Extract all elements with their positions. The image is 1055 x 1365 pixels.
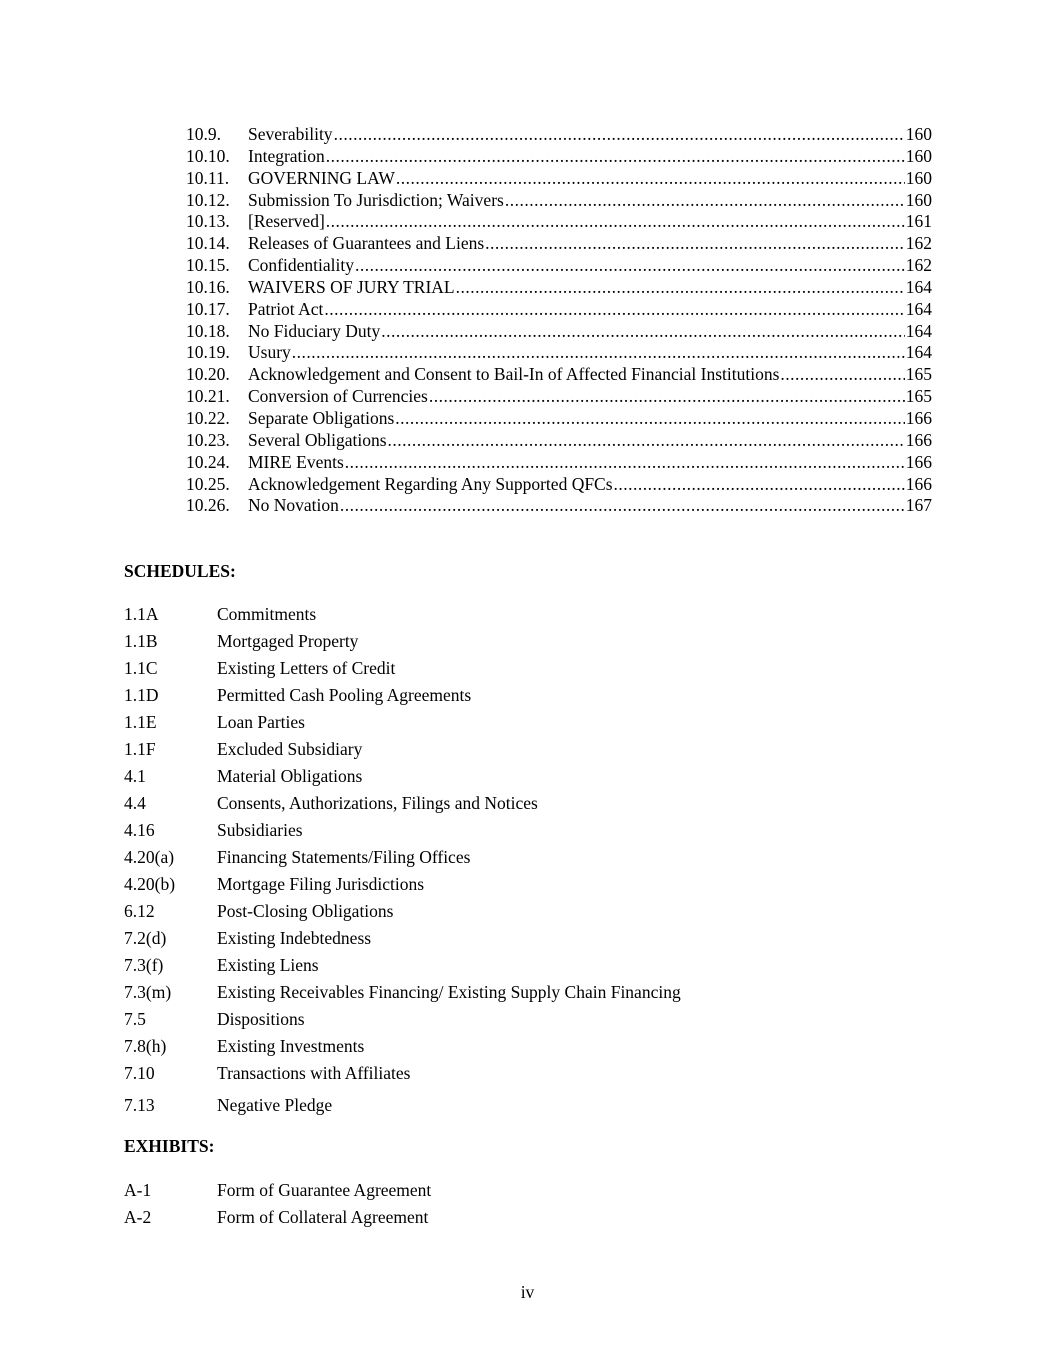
- schedule-code: 1.1D: [124, 685, 159, 705]
- dot-leader: [485, 233, 905, 255]
- toc-entry-title: No Fiduciary Duty: [248, 320, 381, 341]
- toc-entry[interactable]: [186, 452, 932, 474]
- schedule-code: 6.12: [124, 901, 155, 921]
- toc-entry[interactable]: [186, 168, 932, 190]
- toc-entry-page: 165: [905, 364, 932, 385]
- exhibit-title: Form of Guarantee Agreement: [217, 1180, 432, 1200]
- schedule-code: 4.20(b): [124, 874, 176, 894]
- schedule-title: Existing Liens: [217, 955, 319, 975]
- dot-leader: [614, 474, 905, 496]
- toc-entry-title: WAIVERS OF JURY TRIAL: [248, 276, 455, 297]
- toc-entry-page: 165: [905, 386, 932, 407]
- schedule-item: [124, 763, 681, 790]
- toc-entry-number: 10.19.: [186, 342, 230, 363]
- toc-entry-title: Confidentiality: [248, 255, 354, 276]
- toc-entry[interactable]: [186, 299, 932, 321]
- toc-entry-title: Integration: [248, 145, 325, 166]
- dot-leader: [292, 342, 905, 364]
- exhibit-item: [124, 1204, 431, 1231]
- toc-entry-page: 161: [905, 211, 932, 232]
- toc-entry[interactable]: [186, 211, 932, 233]
- exhibit-code: A-1: [124, 1180, 152, 1200]
- toc-entry-page: 160: [905, 145, 932, 166]
- page-number: iv: [520, 1282, 535, 1302]
- schedule-item: [124, 1092, 681, 1119]
- toc-entry-number: 10.15.: [186, 255, 230, 276]
- toc-entry-title: Severability: [248, 124, 333, 144]
- toc-entry-title: Conversion of Currencies: [248, 386, 428, 407]
- toc-entry-number: 10.24.: [186, 451, 230, 472]
- toc-entry-page: 167: [905, 495, 932, 516]
- schedule-item: [124, 1060, 681, 1087]
- dot-leader: [505, 190, 905, 212]
- toc-entry-number: 10.20.: [186, 364, 230, 385]
- schedule-item: [124, 952, 681, 979]
- toc-entry-title: Acknowledgement Regarding Any Supported QFCs: [248, 473, 613, 494]
- schedule-title: Dispositions: [217, 1009, 305, 1029]
- dot-leader: [388, 430, 905, 452]
- schedule-title: Existing Receivables Financing/ Existing Supply Chain Financing: [217, 982, 681, 1002]
- schedule-code: 1.1B: [124, 631, 158, 651]
- schedule-code: 4.4: [124, 793, 146, 813]
- toc-entry-title: MIRE Events: [248, 451, 344, 472]
- toc-entry-page: 166: [905, 429, 932, 450]
- schedule-item: [124, 898, 681, 925]
- dot-leader: [396, 168, 905, 190]
- toc-entry[interactable]: [186, 190, 932, 212]
- toc-entry[interactable]: [186, 277, 932, 299]
- toc-entry-title: Usury: [248, 342, 291, 363]
- schedule-item: [124, 1033, 681, 1060]
- schedule-item: [124, 844, 681, 871]
- toc-entry-number: 10.10.: [186, 145, 230, 166]
- dot-leader: [429, 386, 905, 408]
- toc-entry-number: 10.12.: [186, 189, 230, 210]
- exhibit-code: A-2: [124, 1207, 152, 1227]
- schedule-item: [124, 790, 681, 817]
- schedule-item: [124, 628, 681, 655]
- toc-entry-number: 10.11.: [186, 167, 230, 188]
- toc-entry-title: Submission To Jurisdiction; Waivers: [248, 189, 504, 210]
- exhibits-list: [124, 1177, 431, 1231]
- toc-entry-page: 162: [905, 233, 932, 254]
- toc-entry-page: 164: [905, 298, 932, 319]
- schedule-title: Financing Statements/Filing Offices: [217, 847, 471, 867]
- dot-leader: [345, 452, 905, 474]
- toc-entry[interactable]: [186, 255, 932, 277]
- toc-entry-page: 164: [905, 276, 932, 297]
- toc-entry-page: 166: [905, 407, 932, 428]
- toc-entry[interactable]: [186, 386, 932, 408]
- schedule-item: [124, 655, 681, 682]
- dot-leader: [324, 299, 904, 321]
- schedule-title: Existing Investments: [217, 1036, 365, 1056]
- schedule-title: Mortgage Filing Jurisdictions: [217, 874, 425, 894]
- schedule-title: Negative Pledge: [217, 1095, 333, 1115]
- toc-entry[interactable]: [186, 233, 932, 255]
- toc-entry[interactable]: [186, 342, 932, 364]
- toc-entry-number: 10.9.: [186, 124, 221, 144]
- schedule-code: 7.13: [124, 1095, 155, 1115]
- toc-entry-title: [Reserved]: [248, 211, 325, 232]
- schedule-item: [124, 1006, 681, 1033]
- schedule-title: Transactions with Affiliates: [217, 1063, 411, 1083]
- toc-entry[interactable]: [186, 124, 932, 146]
- schedule-code: 1.1F: [124, 739, 156, 759]
- toc-entry-title: Several Obligations: [248, 429, 387, 450]
- schedule-title: Loan Parties: [217, 712, 305, 732]
- schedule-title: Excluded Subsidiary: [217, 739, 363, 759]
- toc-entry-title: GOVERNING LAW: [248, 167, 395, 188]
- toc-entry-number: 10.21.: [186, 386, 230, 407]
- schedule-title: Subsidiaries: [217, 820, 303, 840]
- dot-leader: [355, 255, 905, 277]
- toc-entry[interactable]: [186, 430, 932, 452]
- exhibit-title: Form of Collateral Agreement: [217, 1207, 429, 1227]
- schedule-code: 4.16: [124, 820, 155, 840]
- toc-entry-number: 10.13.: [186, 211, 230, 232]
- schedule-code: 7.2(d): [124, 928, 167, 948]
- schedule-code: 7.3(f): [124, 955, 164, 975]
- toc-entry-title: Acknowledgement and Consent to Bail-In of Affected Financial Institutions: [248, 364, 780, 385]
- toc-entry-number: 10.16.: [186, 276, 230, 297]
- toc-entry-number: 10.23.: [186, 429, 230, 450]
- schedule-item: [124, 736, 681, 763]
- toc-entry-number: 10.26.: [186, 495, 230, 516]
- dot-leader: [456, 277, 905, 299]
- toc-entry[interactable]: [186, 364, 932, 386]
- schedule-title: Consents, Authorizations, Filings and Notices: [217, 793, 538, 813]
- schedule-item: [124, 682, 681, 709]
- exhibits-heading: EXHIBITS:: [124, 1136, 215, 1156]
- schedule-code: 4.20(a): [124, 847, 175, 867]
- schedule-title: Material Obligations: [217, 766, 363, 786]
- dot-leader: [334, 124, 905, 146]
- toc-entry-title: Separate Obligations: [248, 407, 395, 428]
- table-of-contents: [186, 124, 932, 517]
- schedule-title: Permitted Cash Pooling Agreements: [217, 685, 472, 705]
- schedule-code: 1.1E: [124, 712, 157, 732]
- schedule-item: [124, 817, 681, 844]
- toc-entry-page: 166: [905, 473, 932, 494]
- schedule-item: [124, 601, 681, 628]
- toc-entry[interactable]: [186, 146, 932, 168]
- schedule-code: 7.3(m): [124, 982, 172, 1002]
- toc-entry-number: 10.25.: [186, 473, 230, 494]
- schedule-code: 7.8(h): [124, 1036, 167, 1056]
- toc-entry-page: 164: [905, 320, 932, 341]
- schedule-title: Existing Indebtedness: [217, 928, 372, 948]
- toc-entry-page: 160: [905, 124, 932, 144]
- schedule-item: [124, 979, 681, 1006]
- schedule-code: 7.10: [124, 1063, 155, 1083]
- toc-entry-page: 164: [905, 342, 932, 363]
- dot-leader: [780, 364, 904, 386]
- schedule-code: 1.1C: [124, 658, 158, 678]
- schedule-title: Post-Closing Obligations: [217, 901, 394, 921]
- toc-entry-number: 10.17.: [186, 298, 230, 319]
- dot-leader: [381, 321, 905, 343]
- toc-entry-number: 10.14.: [186, 233, 230, 254]
- schedule-title: Mortgaged Property: [217, 631, 359, 651]
- toc-entry-title: Patriot Act: [248, 298, 324, 319]
- schedule-title: Existing Letters of Credit: [217, 658, 396, 678]
- dot-leader: [326, 211, 905, 233]
- schedule-item: [124, 709, 681, 736]
- exhibit-item: [124, 1177, 431, 1204]
- toc-entry-number: 10.18.: [186, 320, 230, 341]
- schedules-list: [124, 601, 681, 1119]
- schedule-item: [124, 925, 681, 952]
- toc-entry[interactable]: [186, 408, 932, 430]
- dot-leader: [395, 408, 904, 430]
- schedules-heading: SCHEDULES:: [124, 561, 236, 581]
- toc-entry-number: 10.22.: [186, 407, 230, 428]
- toc-entry-page: 160: [905, 189, 932, 210]
- schedule-code: 7.5: [124, 1009, 146, 1029]
- toc-entry[interactable]: [186, 495, 932, 517]
- dot-leader: [340, 495, 905, 517]
- schedule-title: Commitments: [217, 604, 317, 624]
- schedule-code: 4.1: [124, 766, 146, 786]
- toc-entry-page: 166: [905, 451, 932, 472]
- schedule-item: [124, 871, 681, 898]
- dot-leader: [326, 146, 905, 168]
- toc-entry-title: Releases of Guarantees and Liens: [248, 233, 485, 254]
- toc-entry[interactable]: [186, 321, 932, 343]
- toc-entry[interactable]: [186, 474, 932, 496]
- toc-entry-title: No Novation: [248, 495, 339, 516]
- toc-entry-page: 162: [905, 255, 932, 276]
- schedule-code: 1.1A: [124, 604, 159, 624]
- toc-entry-page: 160: [905, 167, 932, 188]
